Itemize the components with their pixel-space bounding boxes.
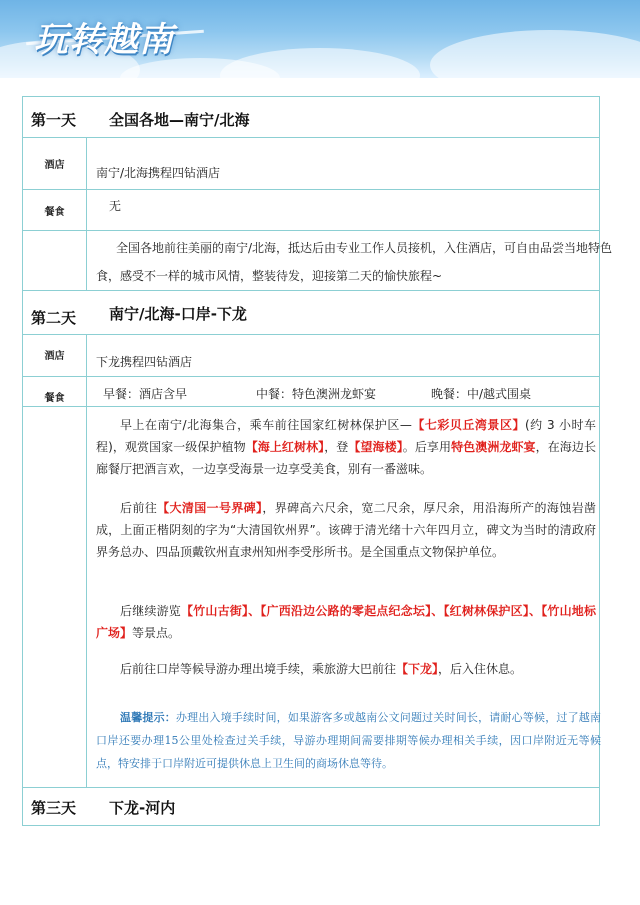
day3-label: 第三天 [31,799,77,817]
day2-meal-key: 餐食 [44,393,65,404]
row-divider [23,137,599,138]
day3-title: 下龙-河内 [109,799,176,817]
row-divider [23,290,599,291]
day2-paragraph-2 [96,497,596,563]
text: 后前往 [120,501,158,515]
text: 后继续游览 [120,604,181,618]
brand-logo: 玩转越南 [34,20,174,60]
day2-paragraph-3 [96,600,596,644]
day1-hotel-key: 酒店 [44,160,65,171]
day1-title: 全国各地—南宁/北海 [109,111,250,129]
column-divider [86,137,87,290]
tip-text: 办理出入境手续时间，如果游客多或越南公文问题过关时间长，请耐心等候，过了越南口岸还要办理15公里处检查过关手续，导游办理期间需要排期等候办理相关手续，因口岸附近无等候点，特安排于口岸附近可提供休息上卫生间的商场休息等待。 [96,711,601,770]
row-divider [23,334,599,335]
text: 早上在南宁/北海集合，乘车前往国家红树林保护区— [120,418,412,432]
highlight-attraction: 【大清国一号界碑】 [157,501,263,515]
day2-lunch: 中餐：特色澳洲龙虾宴 [256,387,377,401]
day2-title: 南宁/北海-口岸-下龙 [109,305,247,323]
text: 等景点。 [132,626,181,640]
text: ，登 [324,440,349,454]
day2-paragraph-1 [96,414,596,480]
day2-paragraph-4 [96,658,596,680]
day1-meal: 无 [109,199,122,213]
day2-dinner: 晚餐：中/越式围桌 [431,387,532,401]
row-divider [23,406,599,407]
day1-description-line1: 全国各地前往美丽的南宁/北海，抵达后由专业工作人员接机，入住酒店，可自由品尝当地特色 [116,241,613,255]
text: (约 3 小时车程)，观赏国家一级保护植物 [96,418,596,454]
text: ，界碑高六尺余，宽二尺余，厚尺余，用沿海所产的海蚀岩凿成，上面正楷阴刻的字为“大清国钦州界”。该碑于清光绪十六年四月立，碑文为当时的清政府界务总办、四品顶戴钦州直隶州知州李受彤所书。是全国重点文物保护单位。 [96,501,596,559]
column-divider [86,334,87,787]
day2-hotel: 下龙携程四钻酒店 [96,355,193,369]
day1-label: 第一天 [31,111,77,129]
row-divider [23,230,599,231]
day2-label: 第二天 [31,309,77,327]
highlight-attraction: 【七彩贝丘湾景区】 [411,418,525,432]
day1-meal-key: 餐食 [44,207,65,218]
highlight-attraction: 【望海楼】 [348,440,403,454]
text: 。后享用 [402,440,452,454]
day2-hotel-key: 酒店 [44,351,65,362]
highlight-meal: 特色澳洲龙虾宴 [451,440,536,454]
row-divider [23,787,599,788]
day2-travel-tip [96,706,601,775]
highlight-attraction: 【竹山古街】、【广西沿边公路的零起点纪念坛】、【红树林保护区】、【竹山地标广场】 [96,604,596,640]
highlight-attraction: 【下龙】 [396,662,439,676]
text: 后前往口岸等候导游办理出境手续，乘旅游大巴前往 [120,662,397,676]
day1-hotel: 南宁/北海携程四钻酒店 [96,166,221,180]
text: ，在海边长廊餐厅把酒言欢，一边享受海景一边享受美食，别有一番滋味。 [96,440,596,476]
itinerary-table [22,96,613,826]
text: ，后入住休息。 [438,662,523,676]
tip-label: 温馨提示： [120,711,176,724]
banner-cloud [430,30,640,78]
day1-description-line2: 食，感受不一样的城市风情，整装待发，迎接第二天的愉快旅程~ [96,269,443,283]
row-divider [23,376,599,377]
header-banner [0,0,640,78]
row-divider [23,189,599,190]
day2-breakfast: 早餐：酒店含早 [103,387,188,401]
highlight-attraction: 【海上红树林】 [245,440,325,454]
